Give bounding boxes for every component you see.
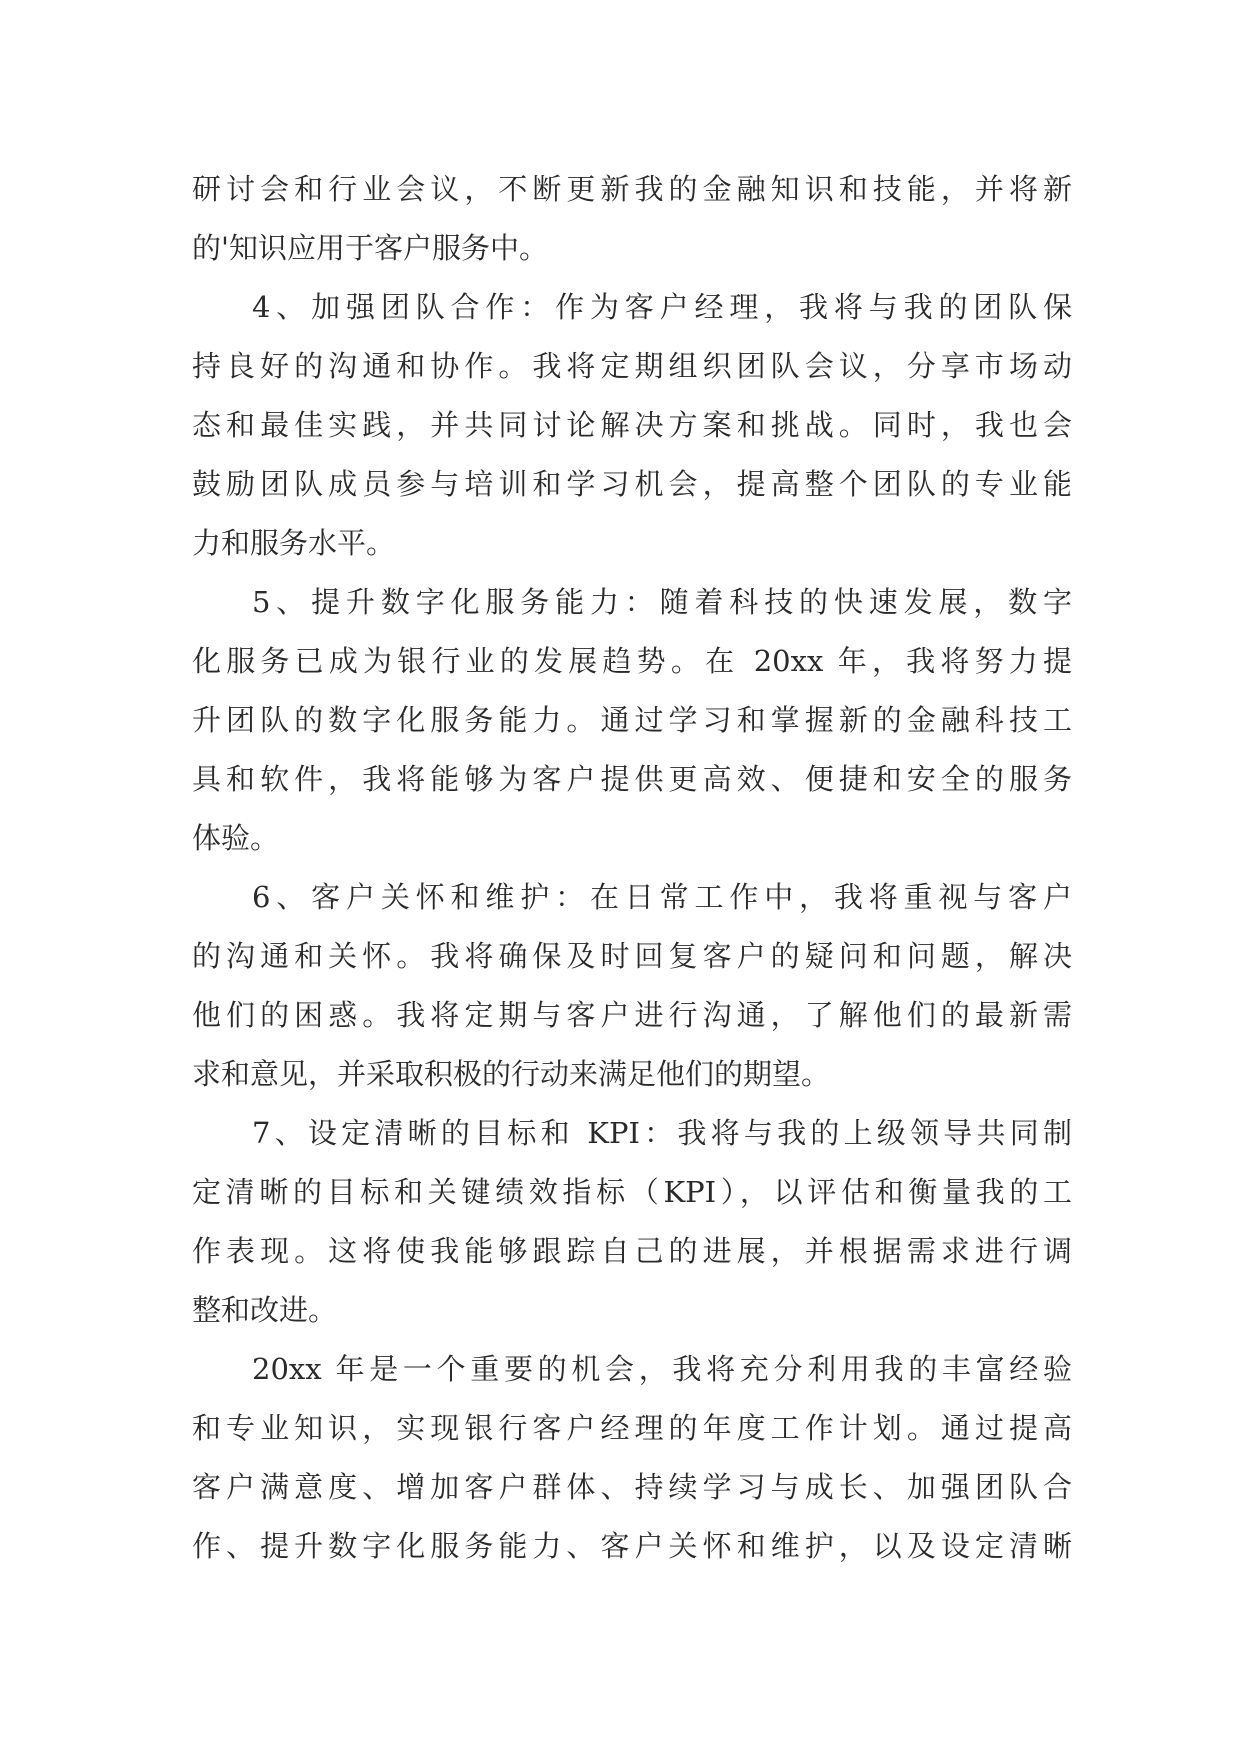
text-line: 7、设定清晰的目标和 KPI：我将与我的上级领导共同制 (252, 1116, 1072, 1150)
text-line: 力和服务水平。 (192, 526, 396, 560)
text-line: 升团队的数字化服务能力。通过学习和掌握新的金融科技工 (192, 703, 1072, 737)
text-line: 整和改进。 (192, 1293, 338, 1327)
text-line: 作表现。这将使我能够跟踪自己的进展，并根据需求进行调 (192, 1234, 1072, 1268)
text-line: 研讨会和行业会议，不断更新我的金融知识和技能，并将新 (192, 172, 1072, 206)
text-line: 体验。 (192, 821, 280, 855)
text-line: 持良好的沟通和协作。我将定期组织团队会议，分享市场动 (192, 349, 1072, 383)
text-line: 客户满意度、增加客户群体、持续学习与成长、加强团队合 (192, 1470, 1072, 1504)
text-line: 求和意见，并采取积极的行动来满足他们的期望。 (192, 1057, 831, 1091)
document-body (192, 160, 1072, 1576)
text-line: 6、客户关怀和维护：在日常工作中，我将重视与客户 (252, 880, 1072, 914)
text-line: 和专业知识，实现银行客户经理的年度工作计划。通过提高 (192, 1411, 1072, 1445)
text-line: 鼓励团队成员参与培训和学习机会，提高整个团队的专业能 (192, 467, 1072, 501)
text-line: 的沟通和关怀。我将确保及时回复客户的疑问和问题，解决 (192, 939, 1072, 973)
text-line: 4、加强团队合作：作为客户经理，我将与我的团队保 (252, 290, 1072, 324)
text-line: 化服务已成为银行业的发展趋势。在 20xx 年，我将努力提 (192, 644, 1072, 678)
text-line: 作、提升数字化服务能力、客户关怀和维护，以及设定清晰 (192, 1529, 1072, 1563)
text-line: 他们的困惑。我将定期与客户进行沟通，了解他们的最新需 (192, 998, 1072, 1032)
text-line: 定清晰的目标和关键绩效指标（KPI），以评估和衡量我的工 (192, 1175, 1072, 1209)
text-line: 20xx 年是一个重要的机会，我将充分利用我的丰富经验 (252, 1352, 1072, 1386)
text-line: 的'知识应用于客户服务中。 (192, 231, 548, 265)
text-line: 态和最佳实践，并共同讨论解决方案和挑战。同时，我也会 (192, 408, 1072, 442)
text-line: 具和软件，我将能够为客户提供更高效、便捷和安全的服务 (192, 762, 1072, 796)
text-line: 5、提升数字化服务能力：随着科技的快速发展，数字 (252, 585, 1072, 619)
